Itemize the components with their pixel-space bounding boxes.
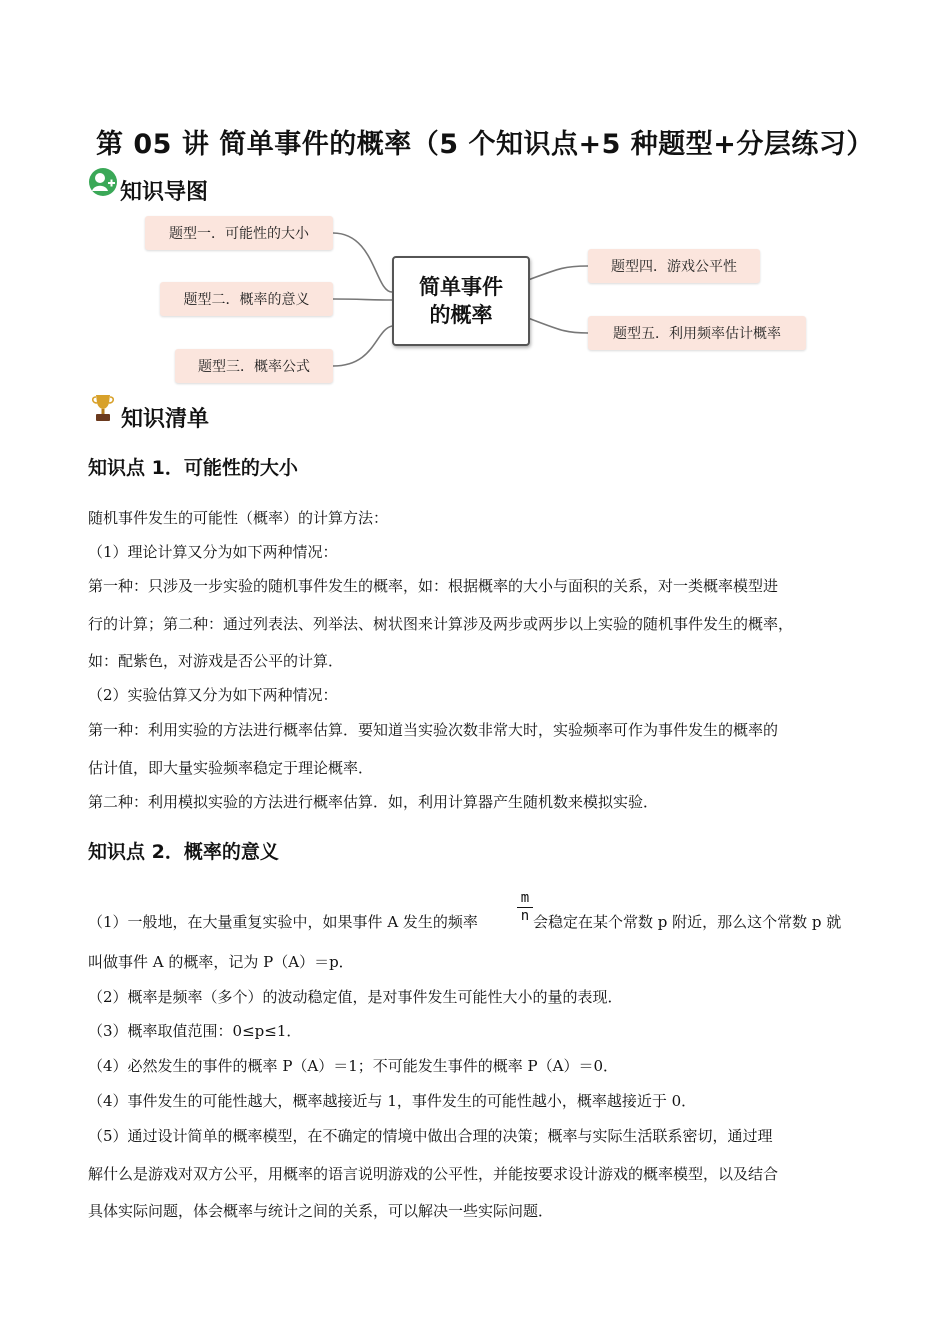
kp2-line1-part-b: 会稳定在某个常数 p 附近，那么这个常数 p 就 <box>533 913 842 931</box>
kp2-line: 解什么是游戏对双方公平，用概率的语言说明游戏的公平性，并能按要求设计游戏的概率模型，以及结合 <box>88 1165 779 1183</box>
fraction-denominator: n <box>520 908 530 924</box>
mindmap-heading: 知识导图 <box>120 180 209 205</box>
kp2-line: （3）概率取值范围：0≤p≤1． <box>88 1022 302 1040</box>
frequency-fraction <box>517 890 533 925</box>
trophy-icon <box>90 393 116 423</box>
kp2-line1-part-a: （1）一般地，在大量重复实验中，如果事件 A 发生的频率 <box>88 913 478 931</box>
kp2-line: （4）事件发生的可能性越大，概率越接近与 1，事件发生的可能性越小，概率越接近于 0． <box>88 1092 697 1110</box>
kp1-line: 估计值，即大量实验频率稳定于理论概率． <box>88 759 374 777</box>
kp2-line: 叫做事件 A 的概率，记为 P（A）＝p． <box>88 953 354 971</box>
kp1-line: 随机事件发生的可能性（概率）的计算方法： <box>88 509 389 527</box>
mindmap-node-type1: 题型一．可能性的大小 <box>145 216 333 250</box>
knowledge-list-heading: 知识清单 <box>121 407 210 432</box>
kp1-line: 第一种：只涉及一步实验的随机事件发生的概率，如：根据概率的大小与面积的关系，对一类概率模型进 <box>88 577 779 595</box>
kp1-line: （2）实验估算又分为如下两种情况： <box>88 686 338 704</box>
mindmap-node-type3: 题型三．概率公式 <box>175 349 333 383</box>
kp2-line: （2）概率是频率（多个）的波动稳定值，是对事件发生可能性大小的量的表现． <box>88 988 623 1006</box>
kp1-line: 行的计算；第二种：通过列表法、列举法、树状图来计算涉及两步或两步以上实验的随机事件发生的概率， <box>88 615 794 633</box>
kp1-line: 如：配紫色，对游戏是否公平的计算． <box>88 652 344 670</box>
kp1-line: 第一种：利用实验的方法进行概率估算．要知道当实验次数非常大时，实验频率可作为事件发生的概率的 <box>88 721 779 739</box>
fraction-numerator: m <box>517 890 533 908</box>
kp2-line: （5）通过设计简单的概率模型，在不确定的情境中做出合理的决策；概率与实际生活联系密切，通过理 <box>88 1127 773 1145</box>
page-title: 第 05 讲 简单事件的概率（5 个知识点+5 种题型+分层练习） <box>96 129 874 160</box>
kp2-line: （4）必然发生的事件的概率 P（A）＝1；不可能发生事件的概率 P（A）＝0． <box>88 1057 619 1075</box>
kp1-line: （1）理论计算又分为如下两种情况： <box>88 543 338 561</box>
mindmap-center-line1: 简单事件 <box>419 275 503 299</box>
mindmap-center-line2: 的概率 <box>429 303 493 327</box>
kp1-line: 第二种：利用模拟实验的方法进行概率估算．如，利用计算器产生随机数来模拟实验． <box>88 793 659 811</box>
mindmap-node-type4: 题型四．游戏公平性 <box>588 249 760 283</box>
kp2-heading: 知识点 2．概率的意义 <box>88 841 279 863</box>
kp1-heading: 知识点 1．可能性的大小 <box>88 457 298 479</box>
mindmap-node-type5: 题型五．利用频率估计概率 <box>588 316 806 350</box>
mindmap-center-node <box>392 256 530 346</box>
kp2-line: 具体实际问题，体会概率与统计之间的关系，可以解决一些实际问题． <box>88 1202 554 1220</box>
mindmap-node-type2: 题型二．概率的意义 <box>160 282 333 316</box>
